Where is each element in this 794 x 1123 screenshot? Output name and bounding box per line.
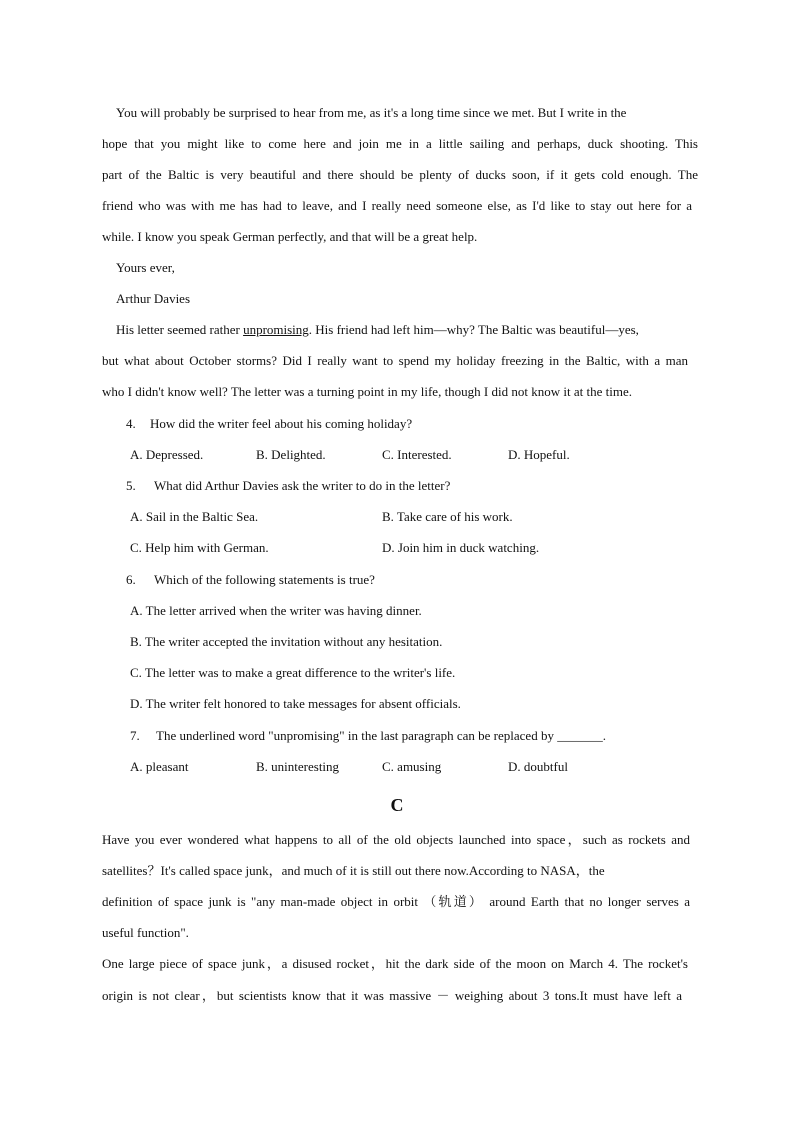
passage-line: useful function". xyxy=(102,925,189,940)
option-c[interactable]: C. amusing xyxy=(382,759,442,774)
option-c[interactable]: C. Help him with German. xyxy=(130,540,269,555)
option-a[interactable]: A. The letter arrived when the writer was having dinner. xyxy=(130,603,422,618)
question-text: The underlined word "unpromising" in the last paragraph can be replaced by _______. xyxy=(156,728,606,743)
section-heading: C xyxy=(390,795,404,815)
option-d[interactable]: D. Hopeful. xyxy=(508,447,570,462)
option-a[interactable]: A. pleasant xyxy=(130,759,189,774)
narrative-line xyxy=(116,321,690,339)
passage-line: Have you ever wondered what happens to all of the old objects launched into space，such as rockets and xyxy=(102,832,690,847)
letter-line: You will probably be surprised to hear from me, as it's a long time since we met. But I write in the xyxy=(116,105,627,120)
option-d[interactable]: D. doubtful xyxy=(508,759,568,774)
letter-line: while. I know you speak German perfectly, and that will be a great help. xyxy=(102,229,478,244)
passage-line: One large piece of space junk，a disused rocket，hit the dark side of the moon on March 4. The rocket's xyxy=(102,956,688,971)
option-b[interactable]: B. The writer accepted the invitation without any hesitation. xyxy=(130,634,443,649)
passage-line: definition of space junk is "any man-made object in orbit （轨道） around Earth that no longer serves a xyxy=(102,894,690,909)
narrative-line: but what about October storms? Did I really want to spend my holiday freezing in the Baltic, with a man xyxy=(102,353,688,368)
narrative-line: who I didn't know well? The letter was a turning point in my life, though I did not know it at the time. xyxy=(102,384,632,399)
option-c[interactable]: C. The letter was to make a great difference to the writer's life. xyxy=(130,665,456,680)
passage-line: origin is not clear，but scientists know that it was massive － weighing about 3 tons.It must have left a xyxy=(102,988,682,1003)
letter-line: part of the Baltic is very beautiful and there should be plenty of ducks soon, if it gets cold enough. The xyxy=(102,167,698,182)
option-b[interactable]: B. Delighted. xyxy=(256,447,326,462)
question-number: 7. xyxy=(130,728,140,743)
underlined-word: unpromising xyxy=(243,322,309,337)
letter-line: hope that you might like to come here and join me in a little sailing and perhaps, duck shooting. This xyxy=(102,136,698,151)
letter-closing: Yours ever, xyxy=(116,260,175,275)
question-text: How did the writer feel about his coming holiday? xyxy=(150,416,413,431)
narrative-text: . His friend had left him—why? The Baltic was beautiful—yes, xyxy=(308,322,639,337)
passage-line: satellites？It's called space junk，and much of it is still out there now.According to NASA，the xyxy=(102,863,605,878)
question-text: Which of the following statements is true? xyxy=(154,572,375,587)
question-text: What did Arthur Davies ask the writer to do in the letter? xyxy=(154,478,451,493)
letter-line: friend who was with me has had to leave, and I really need someone else, as I'd like to stay out here for a xyxy=(102,198,692,213)
option-b[interactable]: B. uninteresting xyxy=(256,759,340,774)
narrative-text: His letter seemed rather xyxy=(116,322,244,337)
question-number: 4. xyxy=(126,416,136,431)
option-d[interactable]: D. Join him in duck watching. xyxy=(382,540,540,555)
question-number: 6. xyxy=(126,572,136,587)
option-a[interactable]: A. Sail in the Baltic Sea. xyxy=(130,509,259,524)
letter-signature: Arthur Davies xyxy=(116,291,191,306)
option-b[interactable]: B. Take care of his work. xyxy=(382,509,513,524)
option-d[interactable]: D. The writer felt honored to take messages for absent officials. xyxy=(130,696,461,711)
option-a[interactable]: A. Depressed. xyxy=(130,447,204,462)
question-number: 5. xyxy=(126,478,136,493)
option-c[interactable]: C. Interested. xyxy=(382,447,452,462)
